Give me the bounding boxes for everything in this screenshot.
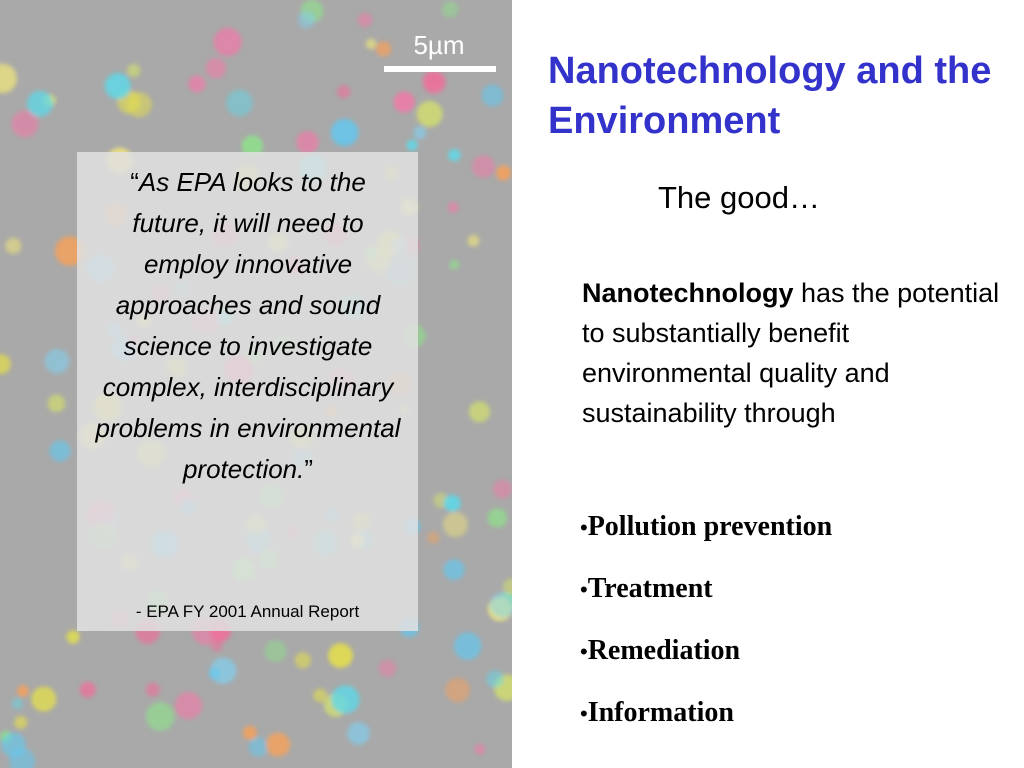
particle (468, 235, 480, 247)
bullet-item (580, 682, 832, 744)
particle (31, 687, 56, 712)
particle (175, 692, 202, 719)
particle (0, 354, 11, 374)
particle (394, 91, 415, 112)
quote-body: As EPA looks to the future, it will need to employ innovative approaches and sound science to investigate complex, interdisciplinary problems in environmental protection. (95, 167, 401, 484)
bullet-marker: • (580, 701, 588, 726)
particle (443, 512, 468, 537)
bullet-marker: • (580, 639, 588, 664)
particle (146, 702, 175, 731)
particle (66, 630, 79, 643)
particle (448, 202, 459, 213)
bullet-text: Remediation (587, 635, 741, 666)
slide-subtitle: The good… (658, 180, 820, 215)
particle (413, 126, 426, 139)
particle (50, 441, 71, 462)
particle (27, 91, 53, 117)
particle (482, 85, 504, 107)
particle (313, 689, 327, 703)
particle (376, 41, 391, 56)
particle (296, 131, 319, 154)
particle (358, 13, 372, 27)
particle (493, 480, 512, 499)
particle (469, 401, 490, 422)
bullet-marker: • (580, 577, 588, 602)
particle (295, 652, 311, 668)
particle (337, 85, 350, 98)
bullet-item (580, 620, 832, 682)
bullet-list (580, 496, 832, 744)
particle (12, 698, 24, 710)
particle (496, 165, 511, 180)
bullet-text: Pollution prevention (587, 511, 833, 542)
particle (5, 238, 21, 254)
particle (366, 39, 377, 50)
particle (448, 149, 460, 161)
particle (48, 395, 66, 413)
quote-source: - EPA FY 2001 Annual Report (135, 602, 360, 621)
particle (449, 260, 459, 270)
particle (442, 1, 458, 17)
particle (444, 559, 465, 580)
particle (206, 58, 226, 78)
particle (379, 660, 396, 677)
scale-bar-label: 5µm (413, 30, 465, 60)
particle (249, 738, 268, 757)
particle (17, 685, 29, 697)
particle (1, 733, 25, 757)
particle (188, 75, 205, 92)
particle (444, 495, 461, 512)
body-bold-term: Nanotechnology (582, 278, 794, 308)
slide-title: Nanotechnology and the Environment (548, 50, 992, 142)
quote-box (77, 152, 418, 631)
particle (503, 579, 512, 595)
particle (427, 532, 439, 544)
particle (146, 683, 160, 697)
particle (209, 668, 220, 679)
particle (0, 64, 17, 94)
bullet-item (580, 558, 832, 620)
particle (45, 349, 70, 374)
particle (105, 73, 131, 99)
bullet-text: Information (587, 697, 734, 728)
particle (417, 101, 443, 127)
particle (407, 140, 418, 151)
particle (472, 155, 495, 178)
body-rest: has the potential to substantially benefit environmental quality and sustainability through (582, 278, 1000, 428)
particle (265, 640, 287, 662)
particle (445, 678, 470, 703)
body-paragraph (582, 273, 1002, 433)
particle (331, 685, 359, 713)
particle (243, 726, 257, 740)
particle (226, 90, 253, 117)
particle (486, 670, 503, 687)
particle (475, 744, 486, 755)
particle (211, 639, 223, 651)
quote-text (91, 162, 405, 490)
quote-close-mark: ” (304, 454, 314, 484)
particle (80, 682, 96, 698)
scale-bar (384, 66, 496, 72)
quote-open-mark: “ (130, 167, 139, 197)
particle (331, 119, 359, 147)
bullet-text: Treatment (587, 573, 713, 604)
particle (328, 643, 353, 668)
particle (347, 722, 370, 745)
particle (266, 733, 290, 757)
particle (127, 64, 141, 78)
particle (213, 28, 241, 56)
bullet-marker: • (580, 515, 588, 540)
particle (488, 508, 508, 528)
particle (298, 11, 315, 28)
bullet-item (580, 496, 832, 558)
particle (454, 632, 482, 660)
particle (126, 92, 151, 117)
particle (423, 71, 446, 94)
particle (14, 716, 27, 729)
